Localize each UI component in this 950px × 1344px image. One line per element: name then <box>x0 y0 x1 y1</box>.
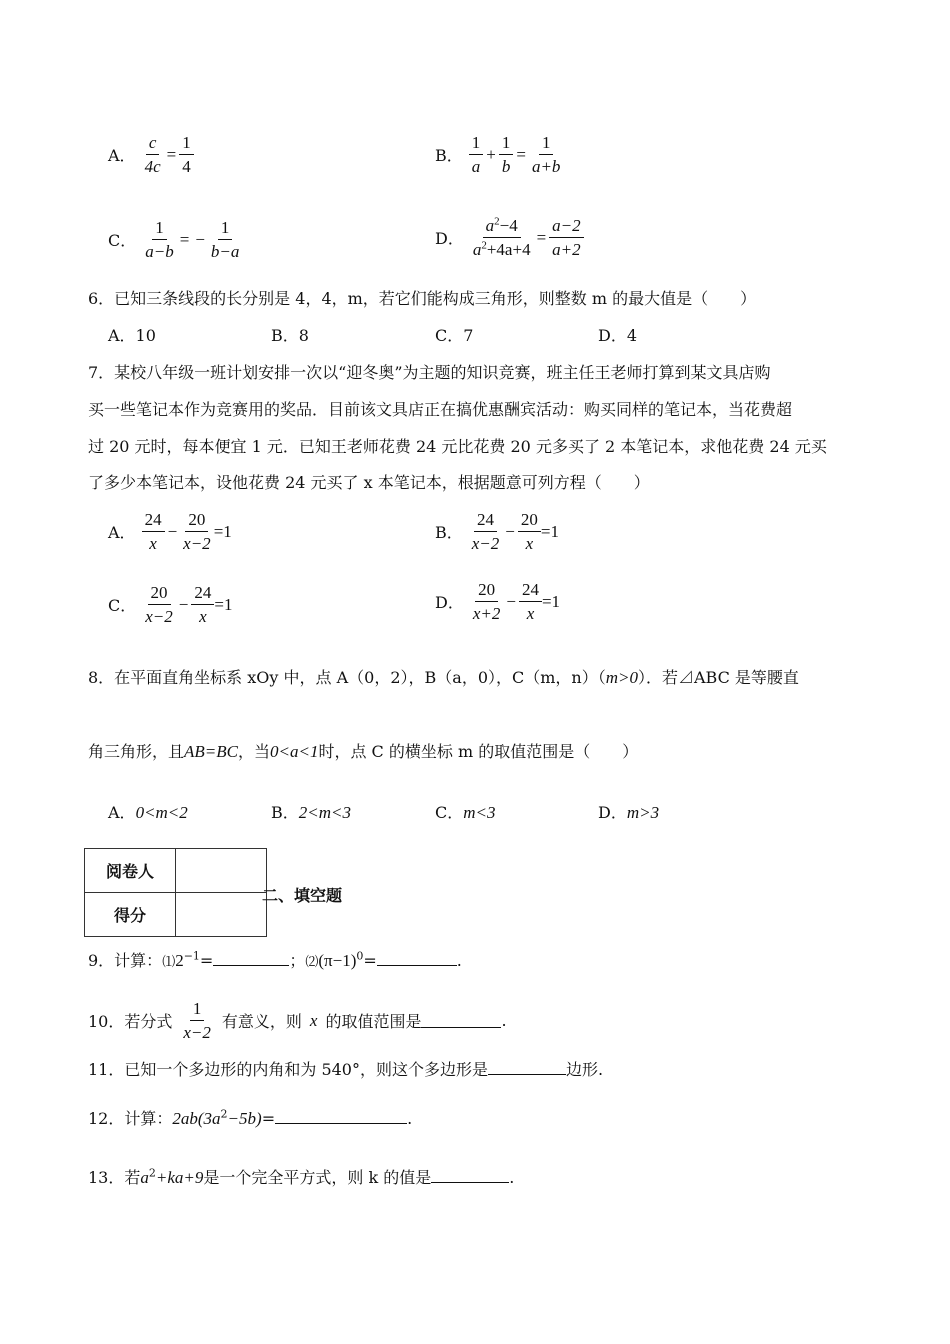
section-title: 二、填空题 <box>262 886 343 905</box>
fraction: $\frac{1}{4}$ <box>179 132 194 177</box>
q6-option-b: B．8 <box>271 326 309 345</box>
q7-line-3: 过 20 元时，每本便宜 1 元．已知王老师花费 24 元比花费 20 元多买了 2 本笔记本，求他花费 24 元买 <box>88 437 827 456</box>
fraction: $\frac{20}{x-2}$ <box>145 583 173 626</box>
fraction: $\frac{24}{x}$ <box>191 582 214 627</box>
reviewer-label: 阅卷人 <box>85 849 176 893</box>
fraction: $\frac{1}{b-a}$ <box>210 218 240 261</box>
option-label: B． <box>435 523 463 542</box>
fraction: $\frac{20}{x}$ <box>518 509 541 554</box>
q11: 11．已知一个多边形的内角和为 540°，则这个多边形是 边形. <box>88 1060 604 1079</box>
answer-blank[interactable] <box>431 1168 509 1183</box>
answer-blank[interactable] <box>488 1060 566 1075</box>
q5-option-a: A． $\frac{c}{4c}$ = $\frac{1}{4}$ <box>108 132 194 177</box>
answer-blank[interactable] <box>275 1109 407 1124</box>
fraction: $\frac{20}{x+2}$ <box>472 580 501 623</box>
fraction: $\frac{1}{b}$ <box>499 132 514 177</box>
q7-option-a: A． $\frac{24}{x}$ − $\frac{20}{x-2}$ =1 <box>108 510 232 553</box>
option-label: C． <box>108 231 137 250</box>
option-label: D． <box>435 593 464 612</box>
option-label: A． <box>108 146 136 165</box>
answer-blank[interactable] <box>213 951 289 966</box>
q7-line-2: 买一些笔记本作为竞赛用的奖品．目前该文具店正在搞优惠酬宾活动：购买同样的笔记本，当花费超 <box>88 400 793 419</box>
score-label: 得分 <box>85 893 176 937</box>
option-label: A． <box>108 523 136 542</box>
q8-line-2: 角三角形，且AB=BC，当0<a<1时，点 C 的横坐标 m 的取值范围是（ ） <box>88 742 639 761</box>
fraction: $\frac{1}{a-b}$ <box>145 218 174 261</box>
reviewer-cell[interactable] <box>176 849 267 893</box>
q7-option-b: B． $\frac{24}{x-2}$ − $\frac{20}{x}$ =1 <box>435 510 559 553</box>
option-label: B． <box>435 146 463 165</box>
score-cell[interactable] <box>176 893 267 937</box>
option-label: C． <box>108 596 137 615</box>
q13: 13．若$a^2+ka+9$是一个完全平方式，则 k 的值是 . <box>88 1166 515 1187</box>
q8-option-d: D．m>3 <box>598 803 660 822</box>
q6-option-c: C．7 <box>435 326 474 345</box>
q12: 12．计算：$2ab(3a^2-5b)=$ . <box>88 1107 413 1128</box>
option-label: D． <box>435 229 464 248</box>
fraction: $\frac{c}{4c}$ <box>144 133 161 176</box>
fraction: $\frac{24}{x}$ <box>519 579 542 624</box>
q7-line-4: 了多少本笔记本，设他花费 24 元买了 x 本笔记本，根据题意可列方程（ ） <box>88 473 650 492</box>
q5-option-b: B． $\frac{1}{a}$ + $\frac{1}{b}$ = $\frac{1}{a+b}$ <box>435 132 563 177</box>
q7-option-d: D． $\frac{20}{x+2}$ − $\frac{24}{x}$ =1 <box>435 580 561 623</box>
fraction: $\frac{20}{x-2}$ <box>183 510 211 553</box>
fraction: $\frac{a^2-4}{a^2+4a+4}$ <box>472 215 531 259</box>
q8-line-1: 8．在平面直角坐标系 xOy 中，点 A（0，2），B（a，0），C（m，n）（m>0）．若⊿ABC 是等腰直 <box>88 668 799 687</box>
q8-option-b: B．2<m<3 <box>271 803 351 822</box>
q6-option-a: A．10 <box>108 326 156 345</box>
q10: 10．若分式 $\frac{1}{x-2}$ 有意义，则 x 的取值范围是 . <box>88 999 507 1042</box>
q5-option-c: C． $\frac{1}{a-b}$ = − $\frac{1}{b-a}$ <box>108 217 242 262</box>
fraction: $\frac{1}{a+b}$ <box>531 133 561 176</box>
fraction: $\frac{a-2}{a+2}$ <box>549 215 583 260</box>
q5-option-d: D． $\frac{a^2-4}{a^2+4a+4}$ = $\frac{a-2}{a+2}$ <box>435 215 584 260</box>
fraction: $\frac{1}{a}$ <box>469 132 484 177</box>
fraction: $\frac{24}{x-2}$ <box>471 510 500 553</box>
answer-blank[interactable] <box>421 1013 501 1028</box>
q6-option-d: D．4 <box>598 326 638 345</box>
grader-table <box>84 848 267 937</box>
q6-stem: 6．已知三条线段的长分别是 4，4，m，若它们能构成三角形，则整数 m 的最大值是（ ） <box>88 289 757 308</box>
q9: 9．计算：$⑴2^{-1}=$ ；$⑵(\pi-1)^0=$ . <box>88 949 462 970</box>
answer-blank[interactable] <box>377 951 457 966</box>
q7-line-1: 7．某校八年级一班计划安排一次以“迎冬奥”为主题的知识竞赛，班主任王老师打算到某文具店购 <box>88 363 771 382</box>
q8-option-c: C．m<3 <box>435 803 496 822</box>
fraction: $\frac{24}{x}$ <box>142 509 165 554</box>
q7-option-c: C． $\frac{20}{x-2}$ − $\frac{24}{x}$ =1 <box>108 583 233 626</box>
fraction: $\frac{1}{x-2}$ <box>183 999 211 1042</box>
q8-option-a: A．0<m<2 <box>108 803 188 822</box>
